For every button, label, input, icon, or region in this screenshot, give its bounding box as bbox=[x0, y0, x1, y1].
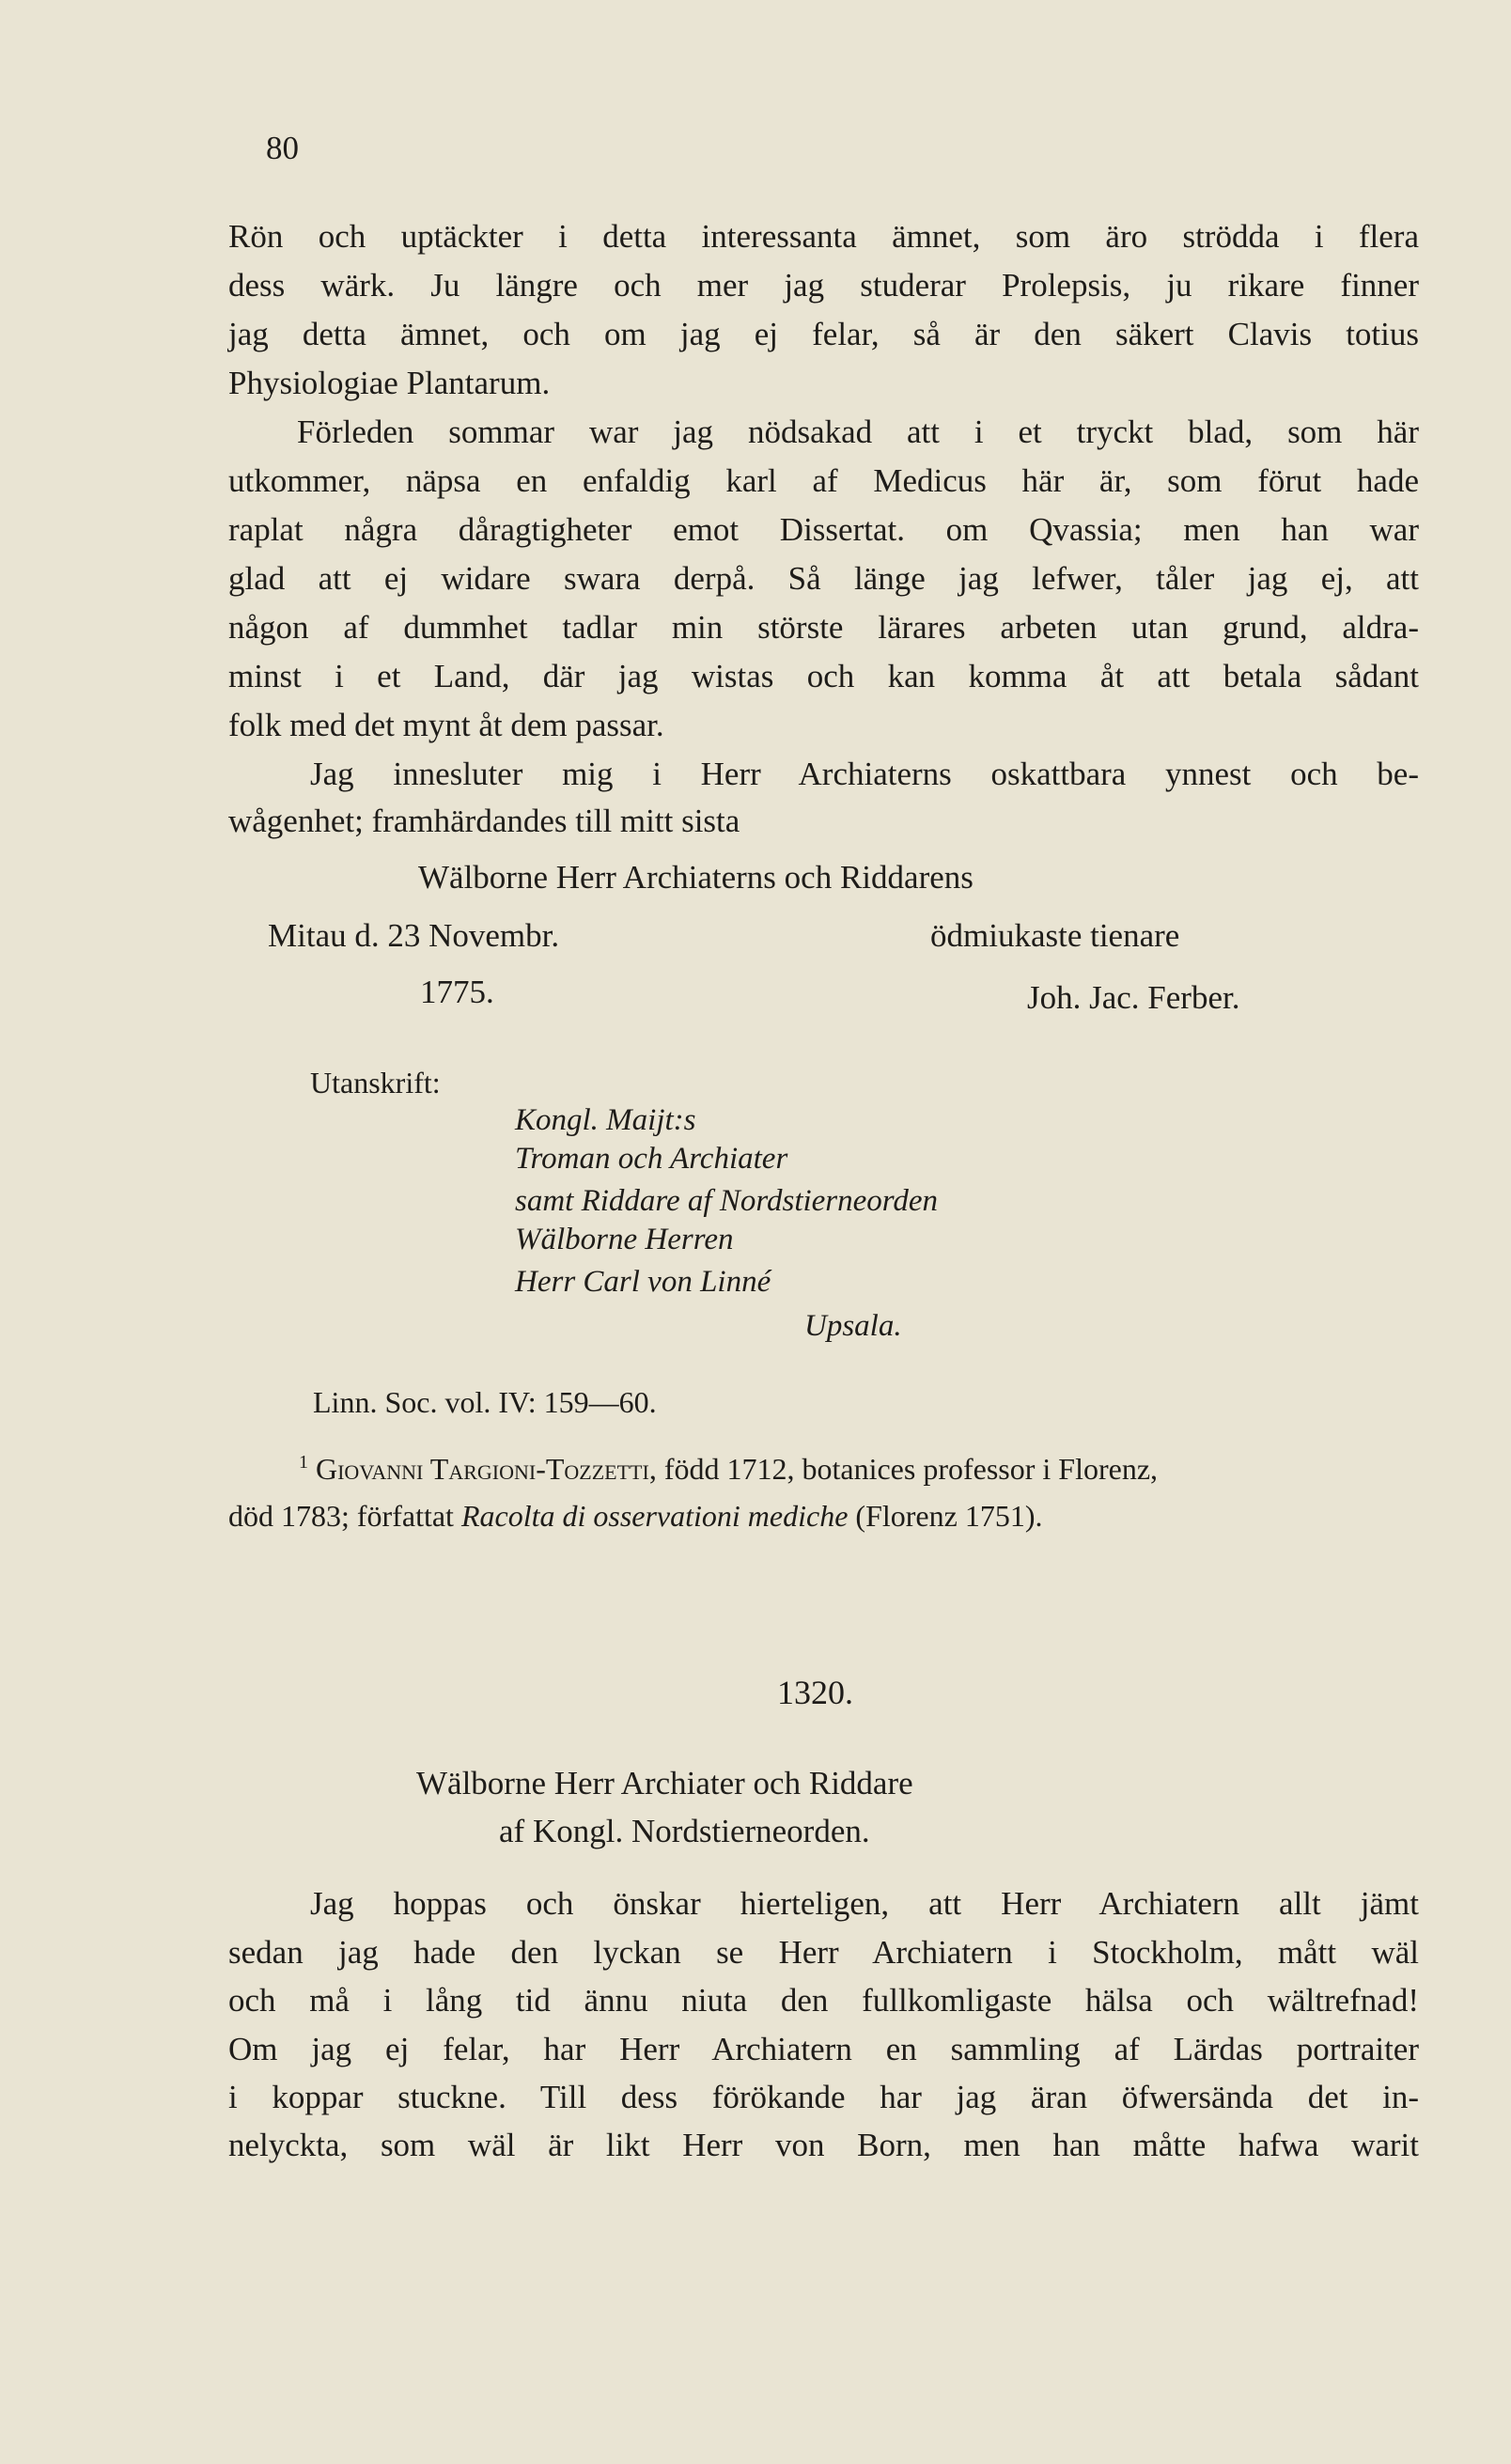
text-line: Jag hoppas och önskar hierteligen, att Herr Archiatern allt jämt bbox=[310, 1885, 1419, 1922]
text-line: nelyckta, som wäl är likt Herr von Born, men han måtte hafwa warit bbox=[228, 2127, 1419, 2163]
salutation-line: af Kongl. Nordstierneorden. bbox=[499, 1813, 870, 1849]
text-line: minst i et Land, där jag wistas och kan komma åt att betala sådant bbox=[228, 658, 1419, 694]
footnote-book-title: Racolta di osservationi mediche bbox=[460, 1499, 849, 1533]
address-line: Troman och Archiater bbox=[515, 1142, 788, 1176]
text-line: utkommer, näpsa en enfaldig karl af Medicus här är, som förut hade bbox=[228, 462, 1419, 499]
text-line: Rön och uptäckter i detta interessanta ämnet, som äro strödda i flera bbox=[228, 218, 1419, 255]
year: 1775. bbox=[420, 974, 494, 1010]
place-date: Mitau d. 23 Novembr. bbox=[268, 917, 560, 954]
footnote-line-1: $^1$ Giovanni Targioni-Tozzetti, född 1712, botanices professor i Florenz, bbox=[299, 1452, 1159, 1486]
footnote-line-2: död 1783; författat Racolta di osservationi mediche (Florenz 1751). bbox=[228, 1499, 1043, 1533]
text-line: jag detta ämnet, och om jag ej felar, så är den säkert Clavis totius bbox=[228, 316, 1419, 352]
text-line: folk med det mynt åt dem passar. bbox=[228, 707, 664, 743]
source-reference: Linn. Soc. vol. IV: 159—60. bbox=[313, 1385, 657, 1419]
letter-number: 1320. bbox=[777, 1674, 853, 1711]
address-line: Upsala. bbox=[804, 1309, 902, 1343]
text-line: sedan jag hade den lyckan se Herr Archiatern i Stockholm, mått wäl bbox=[228, 1934, 1419, 1971]
footnote-marker: 1 bbox=[299, 1452, 308, 1473]
signature: Joh. Jac. Ferber. bbox=[1027, 979, 1240, 1016]
footnote-person-name: Giovanni Targioni-Tozzetti bbox=[316, 1452, 649, 1486]
address-line: Wälborne Herren bbox=[515, 1223, 734, 1256]
text-line: Physiologiae Plantarum. bbox=[228, 365, 551, 401]
address-line: Kongl. Maijt:s bbox=[515, 1103, 696, 1137]
text-line: glad att ej widare swara derpå. Så länge jag lefwer, tåler jag ej, att bbox=[228, 560, 1419, 597]
text-line: Om jag ej felar, har Herr Archiatern en sammling af Lärdas portraiter bbox=[228, 2031, 1419, 2067]
address-line: Herr Carl von Linné bbox=[515, 1265, 771, 1299]
text-line: någon af dummhet tadlar min störste lärares arbeten utan grund, aldra- bbox=[228, 609, 1419, 646]
servant-closing: ödmiukaste tienare bbox=[930, 917, 1180, 954]
text-line: Jag innesluter mig i Herr Archiaterns oskattbara ynnest och be- bbox=[310, 756, 1419, 792]
text-line: och må i lång tid ännu niuta den fullkomligaste hälsa och wältrefnad! bbox=[228, 1982, 1419, 2019]
text-line: dess wärk. Ju längre och mer jag studerar Prolepsis, ju rikare finner bbox=[228, 267, 1419, 304]
page-number: 80 bbox=[266, 130, 299, 166]
text-line: wågenhet; framhärdandes till mitt sista bbox=[228, 803, 740, 839]
text-line: raplat några dåragtigheter emot Dissertat. om Qvassia; men han war bbox=[228, 511, 1419, 548]
closing-salutation: Wälborne Herr Archiaterns och Riddarens bbox=[418, 859, 974, 896]
address-line: samt Riddare af Nordstierneorden bbox=[515, 1184, 939, 1218]
address-label: Utanskrift: bbox=[310, 1066, 441, 1099]
text-line: Förleden sommar war jag nödsakad att i et tryckt blad, som här bbox=[297, 413, 1419, 450]
salutation-line: Wälborne Herr Archiater och Riddare bbox=[416, 1765, 913, 1801]
text-line: i koppar stuckne. Till dess förökande har jag äran öfwersända det in- bbox=[228, 2079, 1419, 2115]
